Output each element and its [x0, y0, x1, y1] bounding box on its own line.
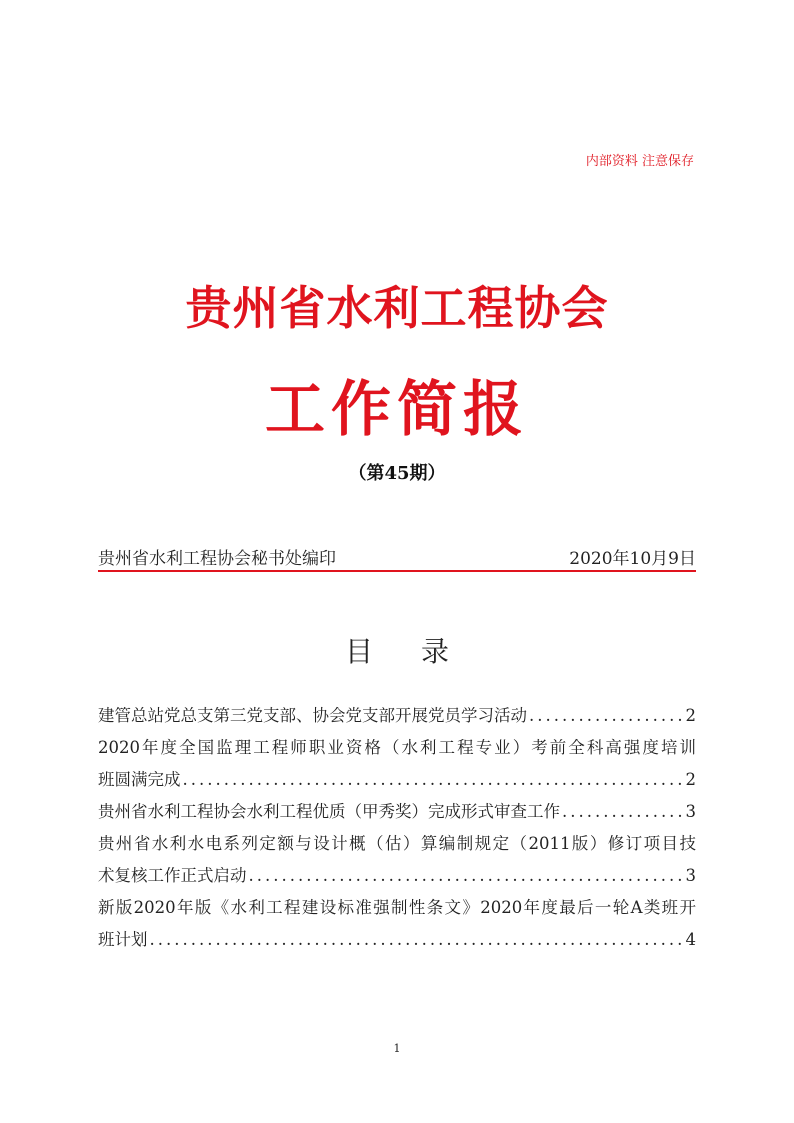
- toc-entry-title: 贵州省水利工程协会水利工程优质（甲秀奖）完成形式审查工作: [98, 802, 560, 821]
- page-number: 1: [393, 1042, 401, 1055]
- issue-number: （第45期）: [348, 463, 446, 484]
- toc-line[interactable]: [98, 828, 696, 860]
- toc-line[interactable]: [98, 860, 696, 892]
- toc-entry-title: 2020年度全国监理工程师职业资格（水利工程专业）考前全科高强度培训: [98, 738, 696, 757]
- toc-entry-title: 新版2020年版《水利工程建设标准强制性条文》2020年度最后一轮A类班开: [98, 898, 696, 917]
- toc-line[interactable]: [98, 924, 696, 956]
- meta-row: [98, 544, 696, 569]
- publisher: 贵州省水利工程协会秘书处编印: [98, 549, 336, 569]
- toc-line[interactable]: [98, 700, 696, 732]
- confidential-label: 内部资料 注意保存: [585, 154, 694, 169]
- toc-leader-dots: [183, 764, 684, 796]
- toc-heading: [0, 630, 794, 670]
- toc-page-number: 3: [685, 866, 696, 885]
- toc-leader-dots: [150, 924, 684, 956]
- toc-page-number: 2: [685, 770, 696, 789]
- toc-leader-dots: [249, 860, 684, 892]
- toc-line[interactable]: [98, 892, 696, 924]
- toc-leader-dots: [562, 796, 684, 828]
- toc-line[interactable]: [98, 764, 696, 796]
- toc-entry-title: 贵州省水利水电系列定额与设计概（估）算编制规定（2011版）修订项目技: [98, 834, 696, 853]
- toc-line[interactable]: [98, 796, 696, 828]
- publish-date: 2020年10月9日: [569, 549, 696, 569]
- toc-entry-title: 班圆满完成: [98, 770, 181, 789]
- toc-entry-title: 术复核工作正式启动: [98, 866, 247, 885]
- toc-entry-title: 建管总站党总支第三党支部、协会党支部开展党员学习活动: [98, 706, 527, 725]
- report-title: 工作简报: [265, 375, 529, 445]
- toc-page-number: 3: [685, 802, 696, 821]
- toc-page-number: 2: [685, 706, 696, 725]
- org-title: 贵州省水利工程协会: [185, 281, 609, 335]
- toc-entry-title: 班计划: [98, 930, 148, 949]
- header-divider: [98, 570, 696, 572]
- toc-line[interactable]: [98, 732, 696, 764]
- toc-heading-part: 录: [421, 635, 450, 668]
- toc-leader-dots: [529, 700, 684, 732]
- toc-heading-part: 目: [344, 635, 373, 668]
- toc-page-number: 4: [685, 930, 696, 949]
- table-of-contents: [98, 700, 696, 956]
